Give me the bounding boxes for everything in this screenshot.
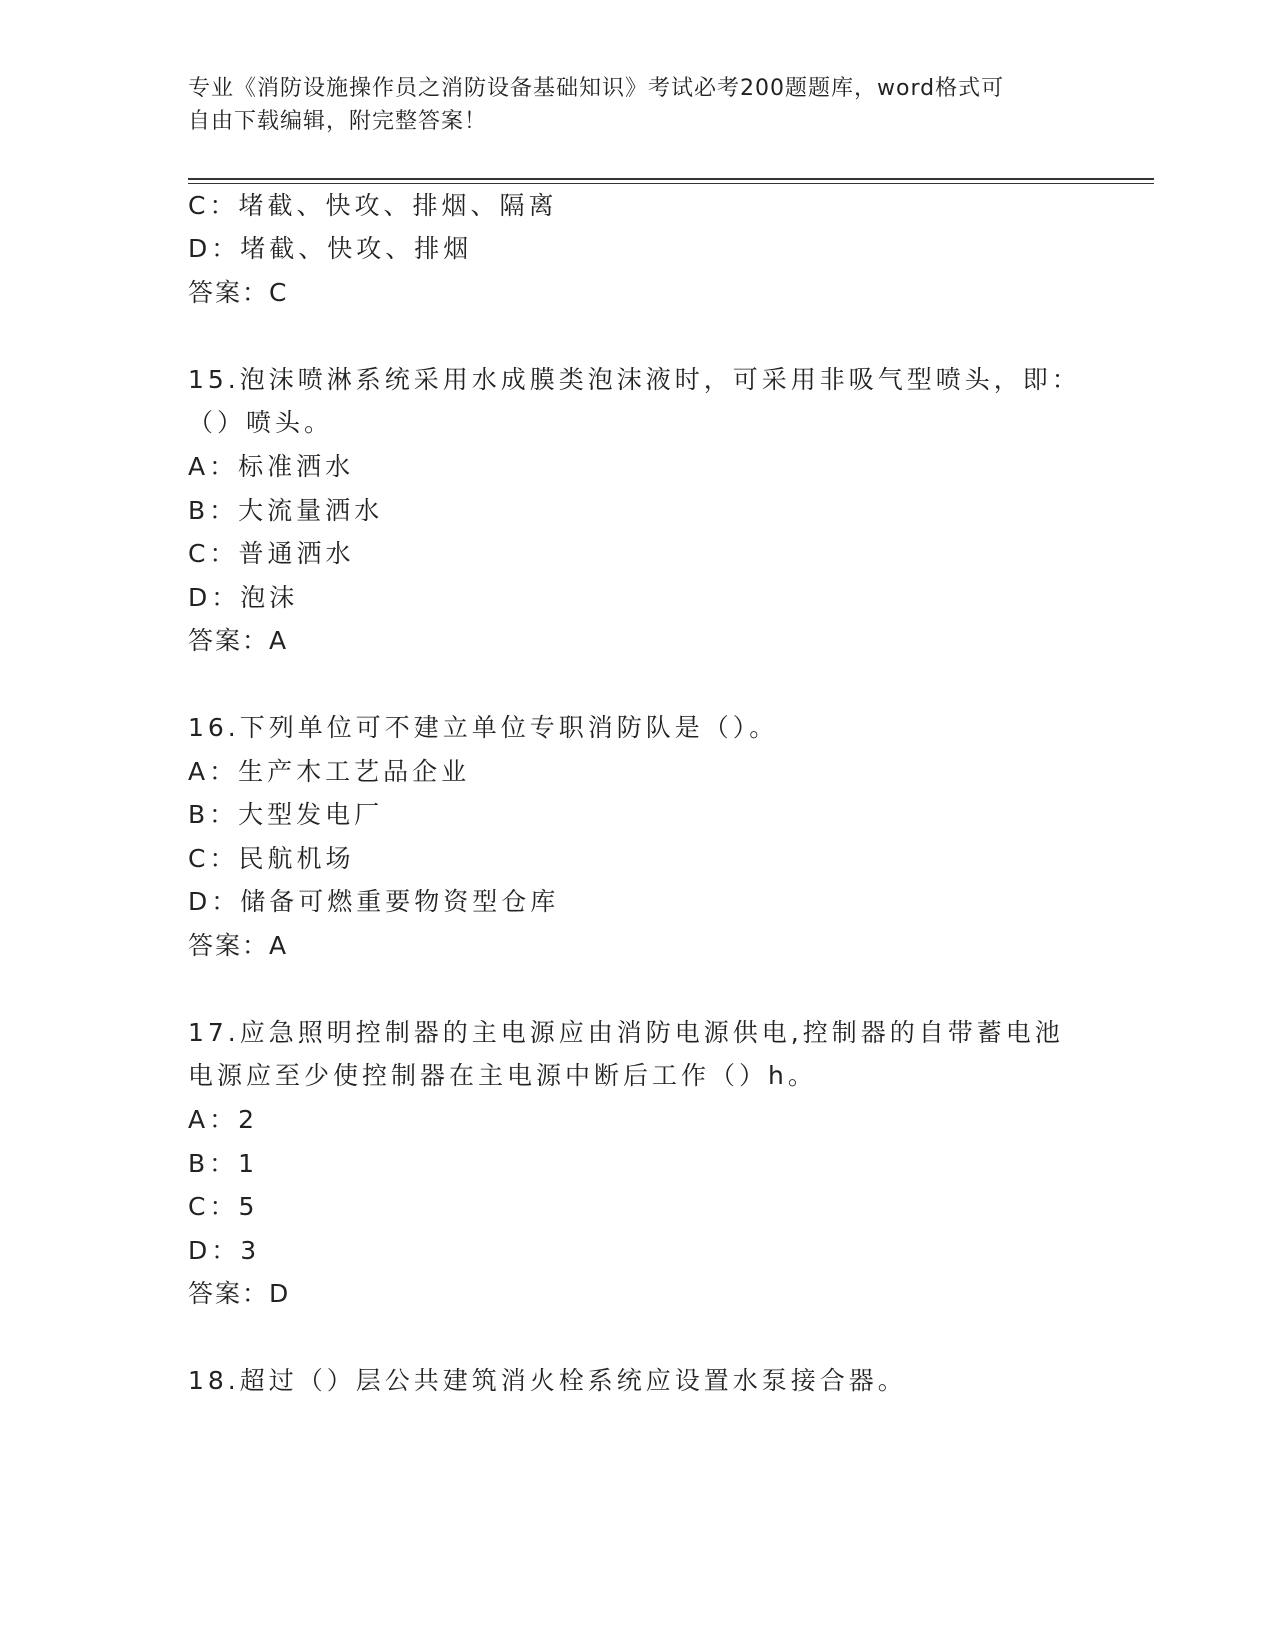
q15-answer: 答案：A [188,626,289,655]
q15-stem-line-2: （）喷头。 [188,408,334,437]
q17-option-c: C：5 [188,1192,259,1221]
q14-answer: 答案：C [188,278,289,307]
q16-option-a: A：生产木工艺品企业 [188,757,471,786]
q17-stem-line-2: 电源应至少使控制器在主电源中断后工作（）h。 [188,1061,817,1090]
q16-option-c: C：民航机场 [188,844,355,873]
q14-option-d: D：堵截、快攻、排烟 [188,234,473,263]
q17-stem-line-1: 17.应急照明控制器的主电源应由消防电源供电,控制器的自带蓄电池 [188,1018,1064,1047]
q16-stem-line-1: 16.下列单位可不建立单位专职消防队是（）。 [188,713,779,742]
q15-option-d: D：泡沫 [188,583,299,612]
q15-option-b: B：大流量洒水 [188,496,384,525]
q15-option-c: C：普通洒水 [188,539,355,568]
q15-stem-line-1: 15.泡沫喷淋系统采用水成膜类泡沫液时，可采用非吸气型喷头，即： [188,365,1081,394]
document-header [188,72,1068,138]
q18-stem-line-1: 18.超过（）层公共建筑消火栓系统应设置水泵接合器。 [188,1366,907,1395]
header-divider-thin [188,183,1154,184]
header-divider-thick [188,178,1154,180]
q16-option-b: B：大型发电厂 [188,800,384,829]
q17-option-d: D：3 [188,1236,261,1265]
q17-option-a: A：2 [188,1105,259,1134]
header-line-1: 专业《消防设施操作员之消防设备基础知识》考试必考200题题库，word格式可 [188,76,1005,101]
header-line-2: 自由下载编辑，附完整答案！ [188,109,488,134]
q16-answer: 答案：A [188,931,289,960]
q16-option-d: D：储备可燃重要物资型仓库 [188,887,560,916]
q15-option-a: A：标准洒水 [188,452,355,481]
q14-option-c: C：堵截、快攻、排烟、隔离 [188,191,558,220]
q17-answer: 答案：D [188,1279,291,1308]
q17-option-b: B：1 [188,1149,259,1178]
